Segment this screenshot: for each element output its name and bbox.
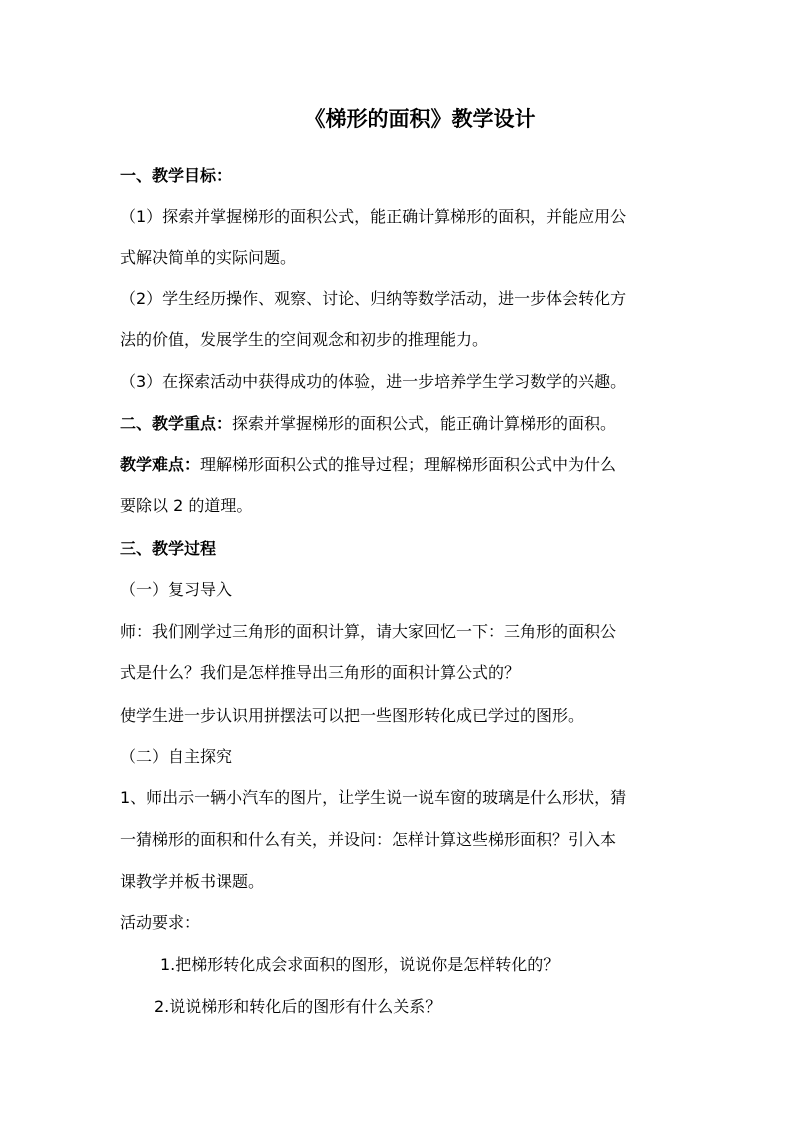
difficulty-heading: 教学难点： (120, 455, 201, 474)
document-title: 《梯形的面积》教学设计 (304, 107, 536, 131)
activity-requirement-2: 2.说说梯形和转化后的图形有什么关系？ (154, 997, 442, 1016)
sub-heading-explore: （二）自主探究 (120, 747, 233, 766)
section-heading-goals: 一、教学目标： (120, 166, 233, 185)
section-heading-process: 三、教学过程 (120, 539, 217, 558)
item-1-line-3: 课教学并板书课题。 (120, 872, 265, 891)
goal-2-line-1: （2）学生经历操作、观察、讨论、归纳等数学活动，进一步体会转化方 (120, 289, 627, 308)
difficulty-text-line-1: 理解梯形面积公式的推导过程；理解梯形面积公式中为什么 (200, 455, 617, 474)
goal-1-line-2: 式解决简单的实际问题。 (120, 248, 297, 267)
student-line: 使学生进一步认识用拼摆法可以把一些图形转化成已学过的图形。 (120, 706, 585, 725)
goal-3-line-1: （3）在探索活动中获得成功的体验，进一步培养学生学习数学的兴趣。 (120, 372, 627, 391)
activity-heading: 活动要求： (120, 913, 201, 932)
teacher-line-1: 师：我们刚学过三角形的面积计算，请大家回忆一下：三角形的面积公 (120, 622, 617, 641)
teacher-line-2: 式是什么？我们是怎样推导出三角形的面积计算公式的？ (120, 663, 521, 682)
goal-1-line-1: （1）探索并掌握梯形的面积公式，能正确计算梯形的面积，并能应用公 (120, 207, 627, 226)
difficulty-text-line-2: 要除以 2 的道理。 (120, 496, 253, 515)
difficulty-paragraph (120, 454, 616, 476)
section-heading-key-points: 二、教学重点： (120, 414, 233, 433)
item-1-line-2: 一猜梯形的面积和什么有关，并设问：怎样计算这些梯形面积？引入本 (120, 830, 617, 849)
sub-heading-review: （一）复习导入 (120, 580, 233, 599)
key-points-paragraph (120, 413, 616, 435)
item-1-line-1: 1、师出示一辆小汽车的图片，让学生说一说车窗的玻璃是什么形状，猜 (120, 788, 627, 807)
goal-2-line-2: 法的价值，发展学生的空间观念和初步的推理能力。 (120, 330, 489, 349)
activity-requirement-1: 1.把梯形转化成会求面积的图形，说说你是怎样转化的？ (160, 955, 560, 974)
key-points-text: 探索并掌握梯形的面积公式，能正确计算梯形的面积。 (232, 414, 617, 433)
